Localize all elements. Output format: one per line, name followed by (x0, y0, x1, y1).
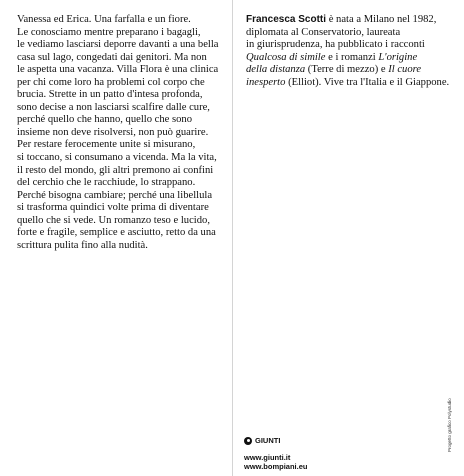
fold-line (232, 0, 233, 476)
synopsis-line: si toccano, si consumano a vicenda. Ma la vita, (17, 152, 217, 164)
author-name: Francesca Scotti (246, 14, 327, 25)
bio-text: è nata a Milano nel 1982, (326, 14, 437, 25)
synopsis-text (17, 14, 222, 252)
synopsis-line: quello che si vede. Un romanzo teso e lucido, (17, 214, 210, 226)
bio-line (246, 52, 446, 65)
bio-text: (Terre di mezzo) e (305, 64, 389, 76)
synopsis-line: perché quello che hanno, quello che sono (17, 114, 193, 126)
publisher-block (244, 436, 307, 472)
synopsis-line: il resto del mondo, gli altri premono ai confini (17, 164, 214, 176)
bio-line: diplomata al Conservatorio, laureata (246, 26, 401, 38)
synopsis-line: Perché bisogna cambiare; perché una libellula (17, 189, 213, 201)
synopsis-line: del cerchio che le racchiude, lo strappano. (17, 177, 196, 189)
bio-line (246, 76, 450, 90)
publisher-logo (244, 436, 307, 446)
book-title: Il cuore (388, 64, 422, 76)
bio-line (246, 14, 446, 27)
synopsis-line: forte e fragile, semplice e asciutto, retto da una (17, 227, 216, 239)
bio-line (246, 64, 446, 77)
synopsis-line: Le conosciamo mentre preparano i bagagli, (17, 26, 201, 38)
synopsis-line: Per restare ferocemente unite si misurano, (17, 139, 196, 151)
book-title: inesperto (246, 76, 286, 88)
synopsis-line: per chi come loro ha problemi col corpo che (17, 76, 205, 88)
synopsis-line: brucia. Strette in un patto d'intesa profonda, (17, 89, 203, 101)
synopsis-line: sono decise a non lasciarsi scalfire dalle cure, (17, 101, 210, 113)
book-title: della distanza (246, 64, 306, 76)
bio-text: e i romanzi (325, 51, 379, 63)
bio-text: (Elliot). Vive tra l'Italia e il Giappone. (285, 76, 450, 88)
giunti-logo-icon (244, 437, 252, 445)
synopsis-line: Vanessa ed Erica. Una farfalla e un fiore. (17, 14, 191, 25)
bio-line: in giurisprudenza, ha pubblicato i racconti (246, 39, 425, 51)
book-title: L'origine (378, 51, 418, 63)
book-title: Qualcosa di simile (246, 51, 326, 63)
synopsis-line: scrittura pulita fino alla nudità. (17, 239, 148, 251)
author-bio (246, 14, 450, 89)
synopsis-line: insieme non deve risolversi, non può guarire. (17, 126, 209, 138)
design-credit: Progetto grafico Polystudio (447, 398, 452, 452)
publisher-name: GIUNTI (255, 436, 281, 445)
synopsis-line: casa sul lago, congedati dai genitori. Ma non (17, 51, 207, 63)
publisher-url[interactable]: www.bompiani.eu (244, 462, 308, 471)
synopsis-line: si trasforma quindici volte prima di diventare (17, 202, 209, 214)
publisher-url[interactable]: www.giunti.it (244, 452, 291, 462)
synopsis-line: le vediamo lasciarsi deporre davanti a una bella (17, 39, 219, 51)
synopsis-line: le aspetta una vacanza. Villa Flora è una clinica (17, 64, 219, 76)
